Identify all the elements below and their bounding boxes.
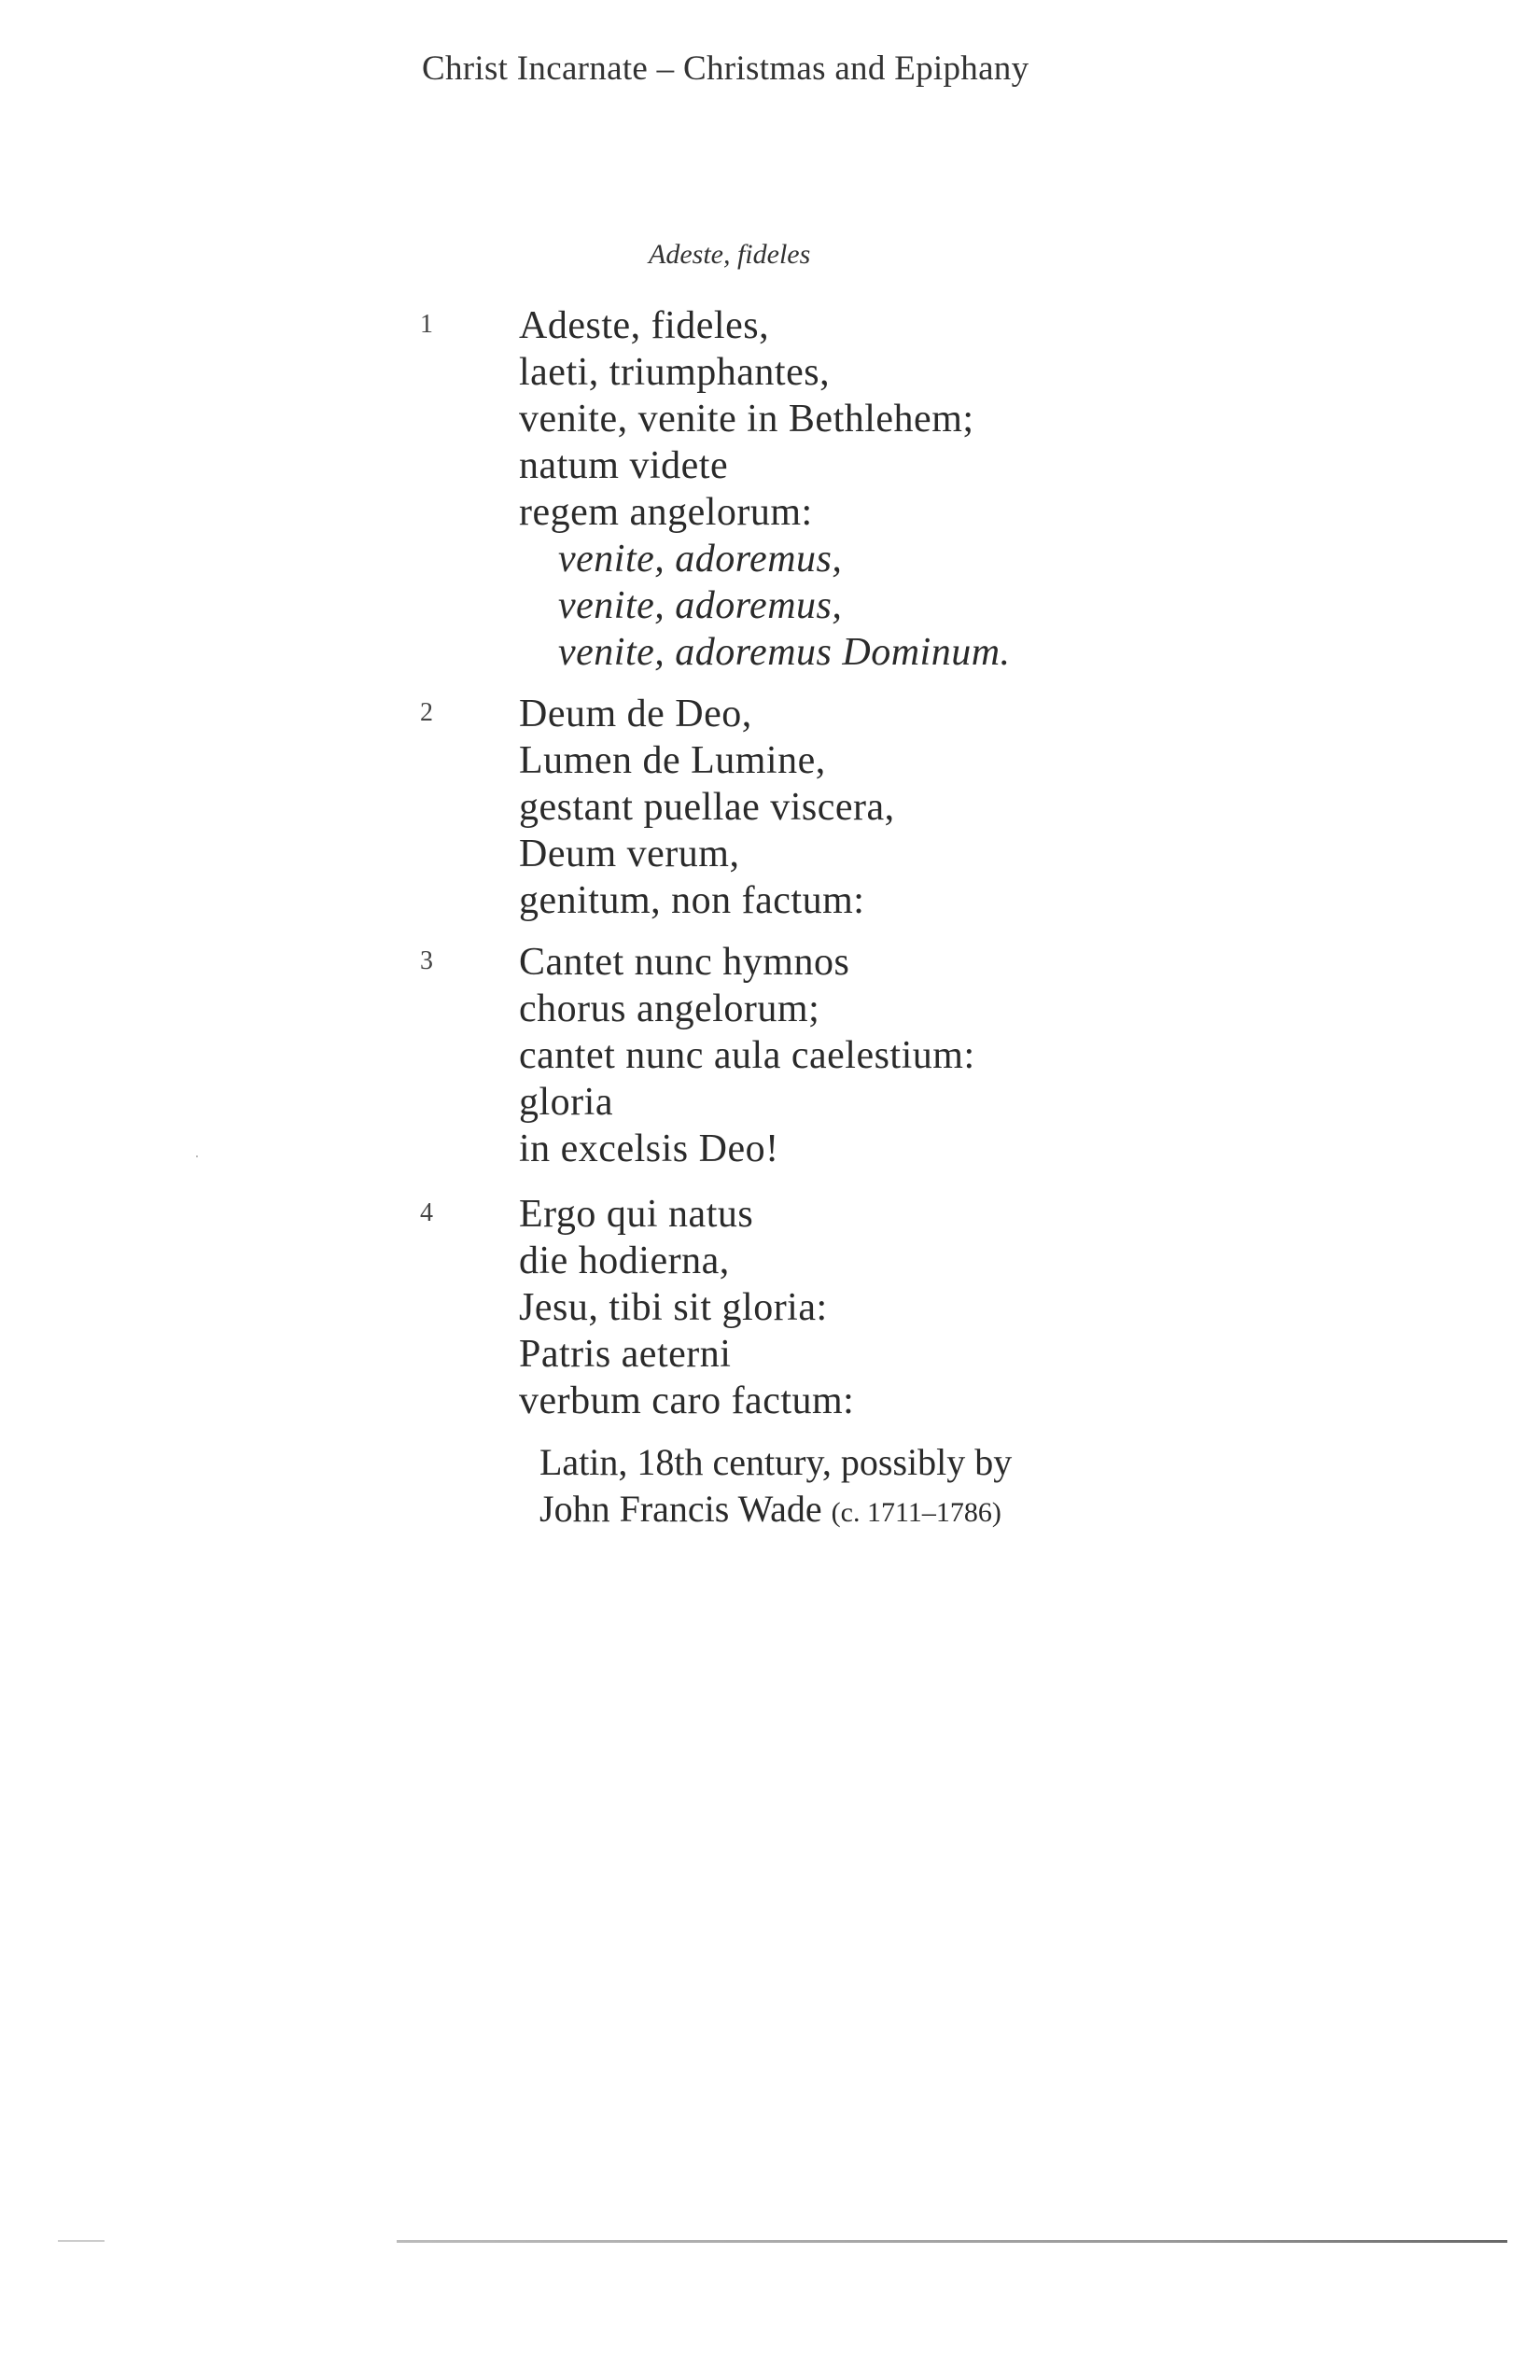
scan-speck: [196, 1155, 198, 1157]
author-dates: (c. 1711–1786): [831, 1497, 1001, 1528]
verse-line: Patris aeterni: [519, 1333, 732, 1376]
verse-lines: [519, 939, 975, 1172]
verse-line: verbum caro factum:: [519, 1379, 855, 1422]
verse-line: natum videte: [519, 444, 729, 487]
verse-lines: [519, 1191, 854, 1424]
refrain-line: venite, adoremus,: [558, 538, 843, 581]
verse-line: die hodierna,: [519, 1239, 730, 1282]
verse-line: in excelsis Deo!: [519, 1127, 779, 1170]
author-name: John Francis Wade: [539, 1488, 822, 1530]
verse-line: laeti, triumphantes,: [519, 351, 831, 394]
verse-line: venite, venite in Bethlehem;: [519, 398, 974, 441]
verse-line: cantet nunc aula caelestium:: [519, 1034, 975, 1077]
verse-line: gloria: [519, 1081, 613, 1124]
verse-line: Ergo qui natus: [519, 1193, 754, 1236]
verse-line: chorus angelorum;: [519, 987, 820, 1030]
verse-lines: [519, 691, 895, 924]
refrain-line: venite, adoremus,: [558, 584, 843, 627]
attribution: [539, 1439, 1012, 1536]
scan-edge-mark: [58, 2240, 105, 2242]
verse-line: Adeste, fideles,: [519, 304, 770, 347]
verse-number: 3: [420, 946, 433, 975]
refrain-line: venite, adoremus Dominum.: [558, 631, 1011, 674]
verse-lines: [519, 302, 1011, 676]
verse-line: genitum, non factum:: [519, 879, 865, 922]
attribution-line-1: Latin, 18th century, possibly by: [539, 1441, 1013, 1483]
tune-name: Adeste, fideles: [649, 239, 811, 270]
verse-line: Lumen de Lumine,: [519, 739, 826, 782]
verse-line: Deum de Deo,: [519, 693, 752, 735]
verse-number: 1: [420, 310, 433, 339]
attribution-line-2: [539, 1486, 1012, 1536]
verse-line: Deum verum,: [519, 833, 740, 875]
running-head: Christ Incarnate – Christmas and Epiphany: [422, 49, 1029, 88]
verse-line: Jesu, tibi sit gloria:: [519, 1286, 828, 1329]
verse-line: Cantet nunc hymnos: [519, 941, 850, 984]
verse-number: 2: [420, 698, 433, 727]
verse-line: gestant puellae viscera,: [519, 786, 895, 829]
verse-line: regem angelorum:: [519, 491, 813, 534]
verse-number: 4: [420, 1198, 433, 1227]
bottom-rule: [397, 2240, 1507, 2243]
